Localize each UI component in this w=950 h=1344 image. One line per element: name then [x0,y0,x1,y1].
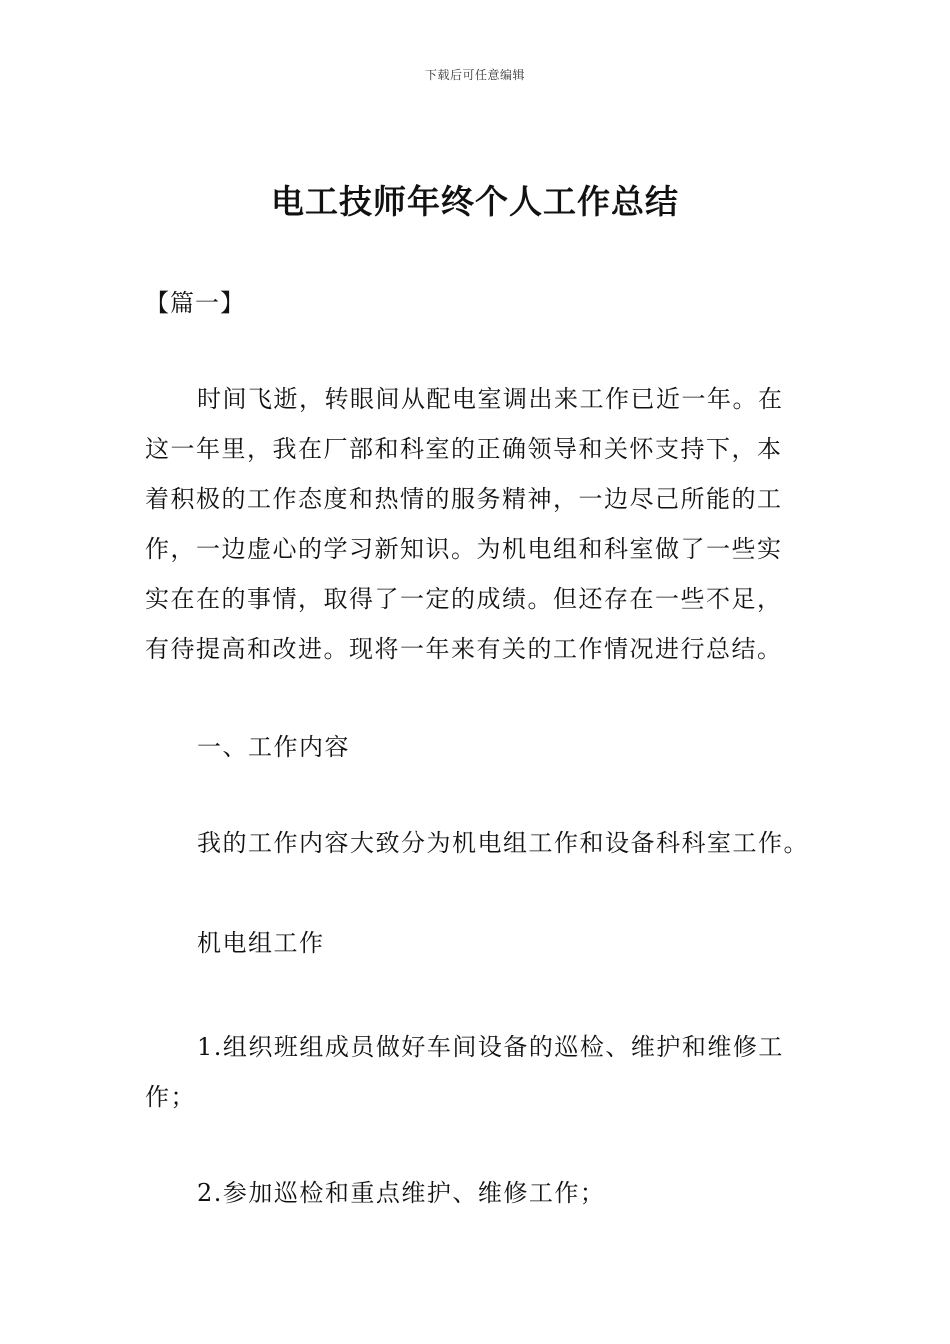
section-heading-text: 一、工作内容 [197,733,350,761]
intro-line: 着积极的工作态度和热情的服务精神，一边尽己所能的工 [145,485,783,513]
intro-line: 作，一边虚心的学习新知识。为机电组和科室做了一些实 [145,535,783,563]
intro-line: 有待提高和改进。现将一年来有关的工作情况进行总结。 [145,635,783,663]
header-note: 下载后可任意编辑 [424,68,525,82]
content-summary-text: 我的工作内容大致分为机电组工作和设备科科室工作。 [197,829,809,857]
intro-line: 实在在的事情，取得了一定的成绩。但还存在一些不足， [145,585,783,613]
list-item-line: 1.组织班组成员做好车间设备的巡检、维护和维修工 [197,1033,784,1061]
list-item [145,1022,807,1122]
content-summary-paragraph [145,818,807,868]
intro-paragraph [145,374,807,674]
intro-line: 时间飞逝，转眼间从配电室调出来工作已近一年。在 [197,385,784,413]
document-title: 电工技师年终个人工作总结 [271,182,679,221]
subheading-text: 机电组工作 [197,929,325,957]
list-item-line: 作； [145,1083,196,1111]
subheading [145,918,807,968]
list-item-line: 2.参加巡检和重点维护、维修工作； [197,1179,606,1207]
intro-line: 这一年里，我在厂部和科室的正确领导和关怀支持下，本 [145,435,783,463]
list-item [145,1168,807,1218]
section-label: 【篇一】 [145,289,245,317]
section-heading [145,722,807,772]
